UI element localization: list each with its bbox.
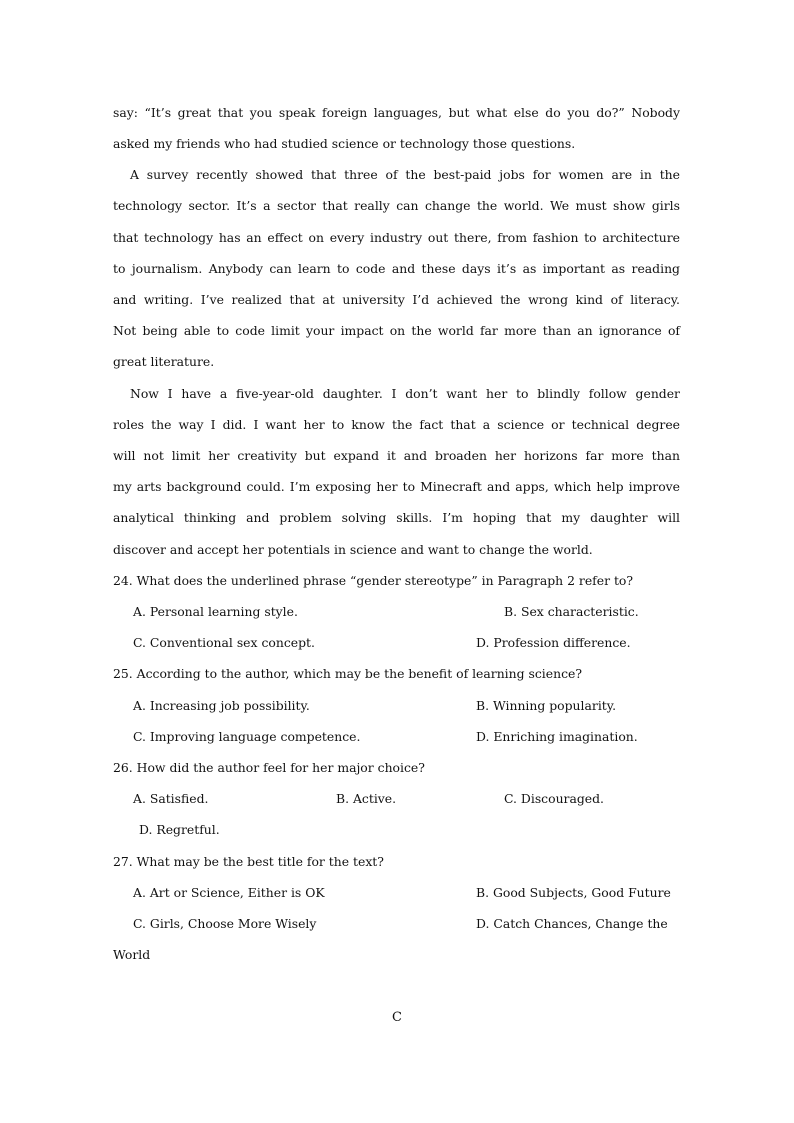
question-stem: 24. What does the underlined phrase “gender stereotype” in Paragraph 2 refer to? [113,573,634,588]
passage-line: will not limit her creativity but expand it and broaden her horizons far more than [113,448,680,463]
answer-option: A. Personal learning style. [133,604,298,619]
passage-line: Now I have a five-year-old daughter. I don’t want her to blindly follow gender [130,386,680,401]
passage-line: Not being able to code limit your impact on the world far more than an ignorance of [113,323,680,338]
answer-option-continuation: World [113,947,151,962]
passage-line: and writing. I’ve realized that at university I’d achieved the wrong kind of literacy. [113,292,680,307]
passage-line: A survey recently showed that three of the best-paid jobs for women are in the [130,167,680,182]
answer-option: A. Satisfied. [133,791,209,806]
passage-line: to journalism. Anybody can learn to code and these days it’s as important as reading [113,261,680,276]
passage-line: that technology has an effect on every industry out there, from fashion to architecture [113,230,680,245]
passage-line: technology sector. It’s a sector that really can change the world. We must show girls [113,198,680,213]
answer-option: C. Conventional sex concept. [133,635,315,650]
question-stem: 27. What may be the best title for the text? [113,854,384,869]
passage-line: roles the way I did. I want her to know the fact that a science or technical degree [113,417,680,432]
passage-line: my arts background could. I’m exposing her to Minecraft and apps, which help improve [113,479,680,494]
answer-option: C. Discouraged. [504,791,604,806]
question-stem: 25. According to the author, which may be the benefit of learning science? [113,666,582,681]
answer-option: B. Sex characteristic. [504,604,639,619]
answer-option: B. Winning popularity. [476,698,617,713]
passage-line: analytical thinking and problem solving skills. I’m hoping that my daughter will [113,510,680,525]
answer-option: A. Increasing job possibility. [133,698,310,713]
passage-line: say: “It’s great that you speak foreign languages, but what else do you do?” Nobody [113,105,680,120]
answer-option: C. Improving language competence. [133,729,361,744]
answer-option: A. Art or Science, Either is OK [133,885,325,900]
passage-line: asked my friends who had studied science or technology those questions. [113,136,576,151]
answer-option: D. Regretful. [139,822,220,837]
answer-option: D. Profession difference. [476,635,631,650]
passage-line: great literature. [113,354,215,369]
answer-option: D. Enriching imagination. [476,729,638,744]
answer-option: B. Active. [336,791,397,806]
answer-option: C. Girls, Choose More Wisely [133,916,317,931]
section-letter: C [392,1010,402,1025]
answer-option: D. Catch Chances, Change the [476,916,668,931]
answer-option: B. Good Subjects, Good Future [476,885,671,900]
passage-line: discover and accept her potentials in science and want to change the world. [113,542,593,557]
question-stem: 26. How did the author feel for her major choice? [113,760,425,775]
